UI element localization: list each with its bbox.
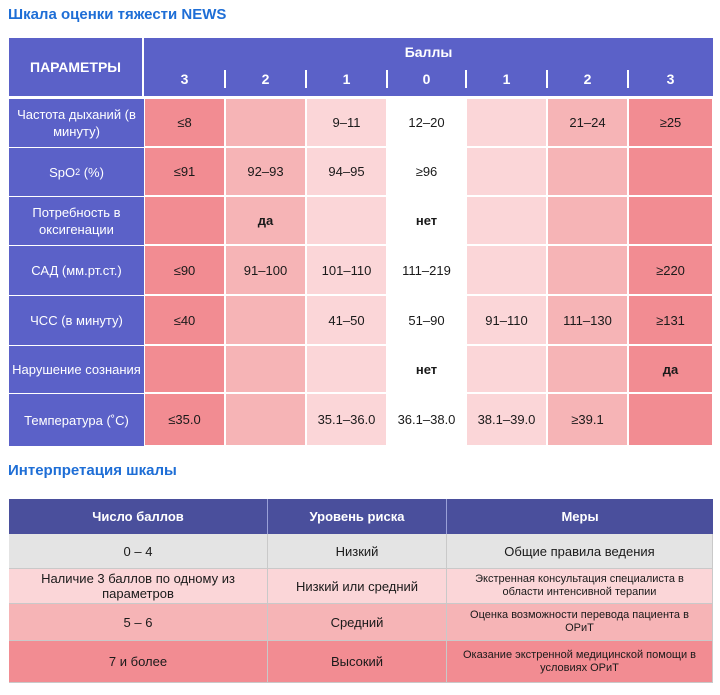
parameter-label — [9, 295, 144, 345]
interpretation-title: Интерпретация шкалы — [8, 462, 177, 479]
parameter-label-text: САД (мм.рт.ст.) — [31, 263, 122, 278]
score-cell: 101–110 — [306, 245, 387, 295]
score-column-header: 3 — [666, 71, 675, 87]
interp-header-risk: Уровень риска — [268, 499, 447, 534]
score-cell: 94–95 — [306, 147, 387, 196]
score-cell — [466, 147, 547, 196]
score-cell: 21–24 — [547, 98, 628, 147]
score-cell — [628, 196, 713, 245]
score-cell — [144, 196, 225, 245]
score-cell: ≥39.1 — [547, 393, 628, 446]
header-separator — [627, 70, 629, 88]
parameter-label-text: Нарушение сознания — [12, 362, 141, 377]
parameter-label — [9, 98, 144, 147]
score-cell: да — [628, 345, 713, 393]
score-column-header: 1 — [502, 71, 511, 87]
score-cell — [628, 393, 713, 446]
score-cell: ≤35.0 — [144, 393, 225, 446]
interp-risk-cell: Низкий — [268, 534, 447, 569]
score-cell — [547, 345, 628, 393]
parameter-label — [9, 393, 144, 446]
score-cell — [225, 393, 306, 446]
score-cell: ≤8 — [144, 98, 225, 147]
score-cell: ≥25 — [628, 98, 713, 147]
score-cell — [466, 345, 547, 393]
header-separator — [386, 70, 388, 88]
interp-score-cell: 0 – 4 — [9, 534, 268, 569]
score-cell: 111–130 — [547, 295, 628, 345]
parameter-label-text: Температура (˚С) — [24, 412, 129, 428]
score-cell: 111–219 — [387, 245, 466, 295]
score-cell: 38.1–39.0 — [466, 393, 547, 446]
score-cell — [466, 196, 547, 245]
interp-risk-cell: Средний — [268, 604, 447, 641]
header-separator — [305, 70, 307, 88]
score-column-header: 0 — [422, 71, 431, 87]
parameter-label-text: SpO — [49, 164, 76, 180]
interp-risk-cell: Высокий — [268, 641, 447, 683]
parameter-label — [9, 196, 144, 245]
score-cell — [547, 245, 628, 295]
score-cell — [306, 196, 387, 245]
score-cell: ≤40 — [144, 295, 225, 345]
score-cell: 51–90 — [387, 295, 466, 345]
score-cell — [547, 147, 628, 196]
score-cell — [225, 295, 306, 345]
score-column-header: 3 — [180, 71, 189, 87]
interp-score-cell: Наличие 3 баллов по одному из параметров — [9, 569, 268, 604]
score-cell — [466, 98, 547, 147]
score-cell: нет — [387, 196, 466, 245]
score-cell: 92–93 — [225, 147, 306, 196]
parameter-label — [9, 245, 144, 295]
scores-header-title: Баллы — [404, 44, 453, 60]
parameter-label — [9, 345, 144, 393]
interp-header-score: Число баллов — [9, 499, 268, 534]
score-cell: ≥131 — [628, 295, 713, 345]
score-cell — [466, 245, 547, 295]
parameter-label-tail: (%) — [80, 164, 104, 180]
score-cell — [547, 196, 628, 245]
interp-measures-cell: Экстренная консультация специалиста в области интенсивной терапии — [447, 569, 713, 604]
interp-measures-cell: Общие правила ведения — [447, 534, 713, 569]
score-cell — [306, 345, 387, 393]
score-cell — [225, 345, 306, 393]
parameter-label-text: ЧСС (в минуту) — [30, 313, 123, 328]
score-cell — [225, 98, 306, 147]
score-cell: ≤91 — [144, 147, 225, 196]
score-cell: 12–20 — [387, 98, 466, 147]
parameter-label-text: Потребность в оксигенации — [32, 205, 121, 237]
page-title: Шкала оценки тяжести NEWS — [8, 6, 227, 23]
score-cell: 91–110 — [466, 295, 547, 345]
scores-header — [144, 38, 713, 96]
score-cell: ≥96 — [387, 147, 466, 196]
interp-measures-cell: Оказание экстренной медицинской помощи в условиях ОРиТ — [447, 641, 713, 683]
score-cell: нет — [387, 345, 466, 393]
params-header: ПАРАМЕТРЫ — [9, 38, 144, 96]
interp-risk-cell: Низкий или средний — [268, 569, 447, 604]
score-column-header: 2 — [261, 71, 270, 87]
score-column-header: 2 — [583, 71, 592, 87]
score-cell — [144, 345, 225, 393]
score-cell: 91–100 — [225, 245, 306, 295]
interpretation-table — [9, 499, 713, 683]
interp-score-cell: 5 – 6 — [9, 604, 268, 641]
header-separator — [224, 70, 226, 88]
score-cell — [628, 147, 713, 196]
score-cell: ≥220 — [628, 245, 713, 295]
parameter-label-subscript: 2 — [75, 166, 81, 177]
parameter-label-text: Частота дыханий (в минуту) — [17, 107, 136, 139]
interp-header-measures: Меры — [447, 499, 713, 534]
header-separator — [465, 70, 467, 88]
score-cell: ≤90 — [144, 245, 225, 295]
score-cell: 35.1–36.0 — [306, 393, 387, 446]
interp-measures-cell: Оценка возможности перевода пациента в ОРиТ — [447, 604, 713, 641]
score-cell: да — [225, 196, 306, 245]
parameter-label — [9, 147, 144, 196]
score-column-header: 1 — [342, 71, 351, 87]
header-separator — [546, 70, 548, 88]
score-cell: 41–50 — [306, 295, 387, 345]
news-score-table — [9, 38, 713, 446]
score-cell: 9–11 — [306, 98, 387, 147]
interp-score-cell: 7 и более — [9, 641, 268, 683]
score-cell: 36.1–38.0 — [387, 393, 466, 446]
